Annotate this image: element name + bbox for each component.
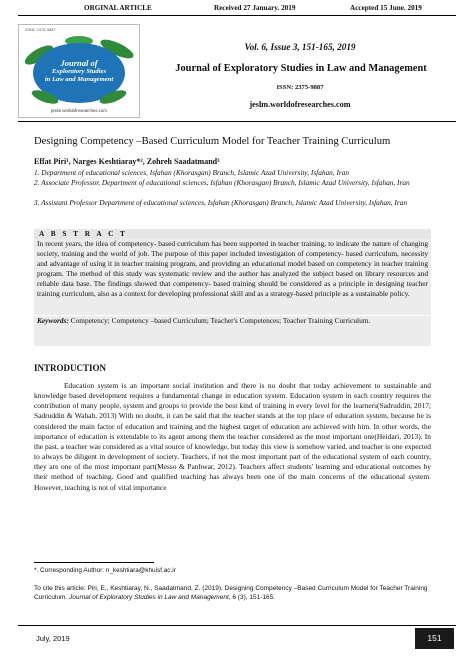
- citation-journal: Journal of Exploratory Studies in Law and Management,: [69, 594, 231, 602]
- citation: [34, 584, 434, 602]
- footnote-rule: [34, 562, 154, 563]
- introduction-heading: INTRODUCTION: [34, 363, 107, 373]
- keywords-label: Keywords:: [37, 316, 69, 325]
- logo-line1: Journal of: [60, 58, 98, 68]
- affiliation-1: 1. Department of educational sciences, Isfahan (Khorasgan) Branch, Islamic Azad University, Isfahan, Iran: [34, 168, 350, 177]
- volume-info: Vol. 6, Issue 3, 151-165, 2019: [244, 42, 356, 52]
- journal-name: Journal of Exploratory Studies in Law and Management: [175, 63, 427, 74]
- abstract-text: In recent years, the idea of competency- based curriculum has been supported in teacher training, to indicate the nature of changing society, training and the world of job. The purpose of this paper included investigation of competency- based curriculum, necessity and advantage of using it in teacher training program, and providing an educational model based on competency in teacher training program. The method of this study was systematic review and the author has analyzed the subject based on library resources and reliable data base. The findings showed that competency- based training should be considered as a principle in designing teacher training curriculum, also as a context for developing professional skill and as a strategy-based principle as a sustainable policy.: [34, 239, 431, 315]
- logo-line2: Exploratory Studies: [51, 68, 107, 75]
- page-number: 151: [415, 628, 454, 649]
- footer-rule: [18, 625, 456, 626]
- article-title: Designing Competency –Based Curriculum Model for Teacher Training Curriculum: [34, 136, 391, 147]
- journal-logo: [18, 24, 140, 118]
- affiliation-3: 3. Assistant Professor Department of educational sciences, Isfahan (Khorasgan) Branch, Islamic Azad University, Isfahan, Iran: [34, 198, 407, 207]
- affiliation-2: 2. Associate Professor, Department of educational sciences, Isfahan (Khorasgan) Branch, Islamic Azad University, Isfahan, Iran: [34, 178, 410, 187]
- footer-date: July, 2019: [36, 634, 70, 643]
- title-rule: [18, 121, 456, 122]
- header-rule: [18, 15, 456, 16]
- citation-suffix: 6 (3), 151-165.: [232, 594, 276, 602]
- abstract-heading: A B S T R A C T: [34, 229, 431, 239]
- logo-issn: ISSN: 2375-9887: [25, 27, 56, 32]
- keywords-block: [34, 316, 431, 346]
- received-date: Received 27 January. 2019: [214, 4, 296, 12]
- citation-prefix: To cite this article: Piri, E., Keshtiaray, N., Saadatmand, Z. (2019). Designing Competency –Based Curriculum Model for Teacher Training Curriculum.: [34, 585, 428, 602]
- journal-website[interactable]: jeslm.worldofresearches.com: [249, 100, 351, 109]
- logo-line3: in Law and Management: [44, 76, 114, 83]
- journal-issn: ISSN: 2375-9887: [276, 84, 324, 91]
- introduction-paragraph: Education system is an important social institution and there is no doubt that today achievement to sustainable and knowledge based development requires a fundamental change in education system. Education system in each country requires the contribution of many people, system and groups to provide the best kind of training in every level for the learners(Sadruddin, 2017; Sadruddin & Wahab, 2013) With no doubt, it can be said that the teacher stands at the top place of education system, because he is considered the main factor of education and training and the highest target of education are achieved with him. In other words, the importance of education is extendable to its agent among them the teacher considered as the most important one(Heidari, 2013). In the past, a teacher was considered as a vital source of knowledge, but today this view is somehow varied, and teacher is one expected to always be diligent in development of society. Teachers, if not the most important part of the educational system of each country, they are one of the most important part(Messo & Panhwar, 2012). Teachers affect students' learning and educational outcomes by their method of teaching. Good and qualified teaching has always been one of the main concerns of the educational system. However, teaching is not of vital importance: [34, 381, 431, 492]
- article-type: ORGINAL ARTICLE: [84, 4, 152, 12]
- keywords-text: Competency; Competency –based Curriculum; Teacher's Competences; Teacher Training Curriculum.: [70, 316, 371, 325]
- corresponding-author: *. Corresponding Author: n_keshtiara@khuisf.ac.ir: [34, 567, 176, 574]
- authors: Effat Piri¹, Narges Keshtiaray*², Zohreh Saadatmand³: [34, 157, 220, 166]
- accepted-date: Accepted 15 June. 2019: [350, 4, 422, 12]
- logo-url: jeslm.worldofresearches.com: [51, 108, 107, 113]
